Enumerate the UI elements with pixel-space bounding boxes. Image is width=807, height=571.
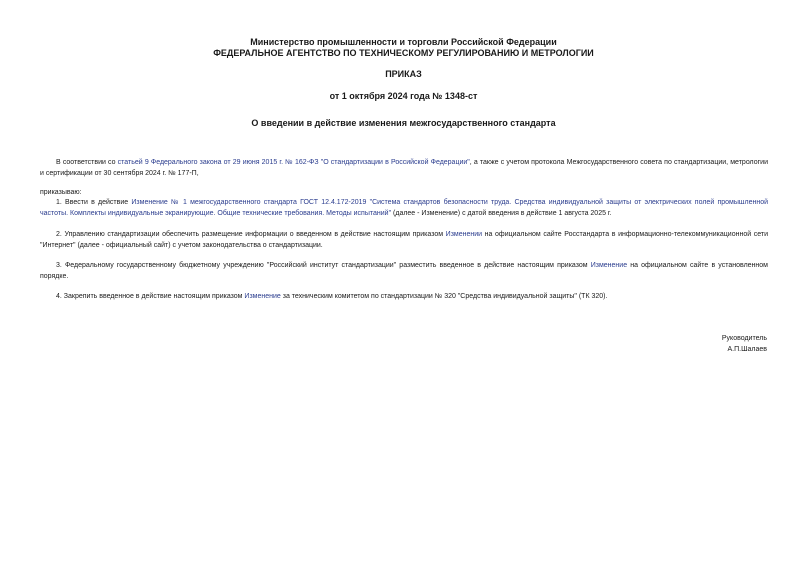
document-date-number: от 1 октября 2024 года № 1348-ст <box>329 91 478 101</box>
item2-suffix: на официальном сайте Росстандарта в информационно-телекоммуникационной сети "Интернет" (далее - официальный сайт) с учетом законодательства о стандартизации. <box>40 231 769 249</box>
federal-law-link[interactable]: статьей 9 Федерального закона от 29 июня 2015 г. № 162-ФЗ "О стандартизации в Российской Федерации" <box>117 159 470 166</box>
order-item-4 <box>40 291 768 302</box>
document-type: ПРИКАЗ <box>385 69 422 79</box>
preamble-text-before: В соответствии со <box>56 159 118 166</box>
signatory-name: А.П.Шалаев <box>727 346 767 353</box>
order-item-3 <box>40 260 768 282</box>
item2-prefix: 2. Управлению стандартизации обеспечить размещение информации о введенном в действие настоящим приказом <box>56 231 446 238</box>
item1-suffix: (далее - Изменение) с датой введения в действие 1 августа 2025 г. <box>391 210 612 217</box>
signatory-title: Руководитель <box>721 335 767 342</box>
preamble-text-after: , а также с учетом протокола Межгосударственного совета по стандартизации, метрологии и сертификации от 30 сентября 2024 г. № 177-П, <box>40 159 768 177</box>
item1-prefix: 1. Ввести в действие <box>56 199 132 206</box>
order-word: приказываю: <box>40 189 82 196</box>
ministry-name: Министерство промышленности и торговли Российской Федерации <box>250 37 557 47</box>
agency-name: ФЕДЕРАЛЬНОЕ АГЕНТСТВО ПО ТЕХНИЧЕСКОМУ РЕГУЛИРОВАНИЮ И МЕТРОЛОГИИ <box>213 48 594 58</box>
amendment-link-item2[interactable]: Изменении <box>445 231 483 238</box>
item3-prefix: 3. Федеральному государственному бюджетному учреждению "Российский институт стандартизации" разместить введенное в действие настоящим приказом <box>56 262 591 269</box>
order-item-2 <box>40 229 768 251</box>
item3-suffix: на официальном сайте в установленном порядке. <box>40 262 768 280</box>
document-subject: О введении в действие изменения межгосударственного стандарта <box>251 118 556 128</box>
amendment-link-item3[interactable]: Изменение <box>590 262 628 269</box>
amendment-link-item4[interactable]: Изменение <box>244 293 281 300</box>
amendment-standard-link[interactable]: Изменение № 1 межгосударственного стандарта ГОСТ 12.4.172-2019 "Система стандартов безопасности труда. Средства индивидуальной защиты от электрических полей промышленной частоты. Комплекты индивидуальные экранирующие. Общие технические требования. Методы испытаний" <box>40 199 768 217</box>
order-item-1 <box>40 197 768 219</box>
preamble-paragraph <box>40 157 768 179</box>
item4-suffix: за техническим комитетом по стандартизации № 320 "Средства индивидуальной защиты" (ТК 320). <box>280 293 608 300</box>
item4-prefix: 4. Закрепить введенное в действие настоящим приказом <box>56 293 245 300</box>
